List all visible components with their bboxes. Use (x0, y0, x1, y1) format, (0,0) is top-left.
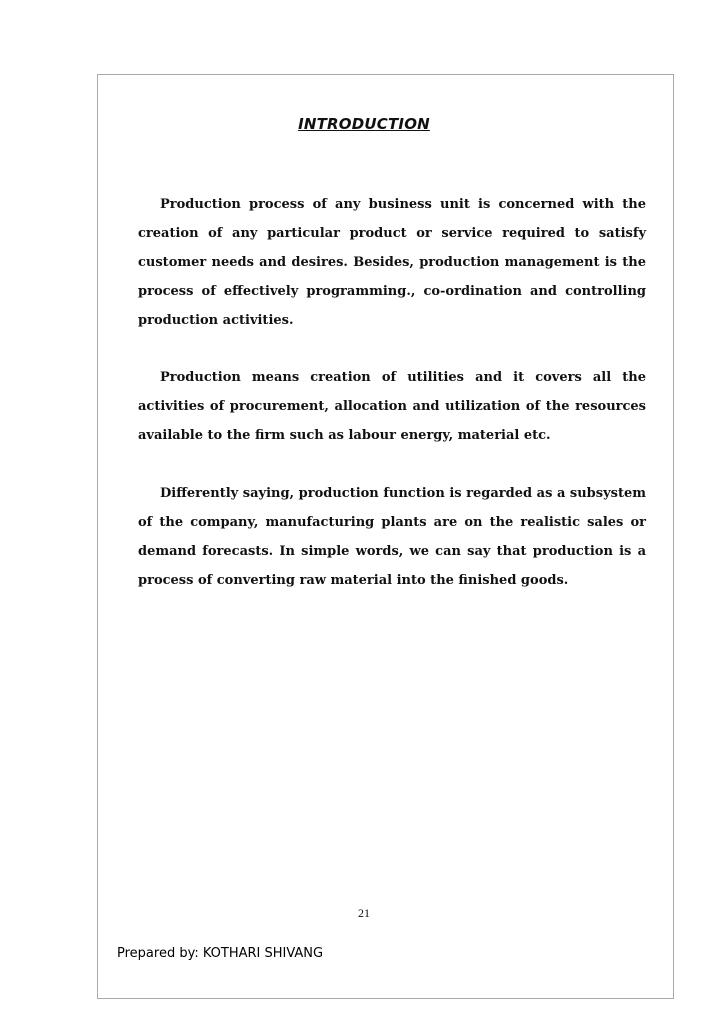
page-number: 21 (358, 906, 370, 920)
footer-prepared-by: Prepared by: KOTHARI SHIVANG (117, 946, 324, 961)
paragraph-2 (138, 363, 646, 450)
page-title: INTRODUCTION (298, 115, 430, 133)
paragraph-1-text: Production process of any business unit is concerned with the creation of any particular product or service required to satisfy customer needs and desires. Besides, production management is the process of effectively programming., co-ordination and controlling production activities. (138, 197, 646, 328)
paragraph-1 (138, 190, 646, 335)
paragraph-2-text: Production means creation of utilities and it covers all the activities of procurement, allocation and utilization of the resources available to the firm such as labour energy, material etc. (138, 370, 646, 443)
paragraph-3-text: Differently saying, production function is regarded as a subsystem of the company, manufacturing plants are on the realistic sales or demand forecasts. In simple words, we can say that production is a process of converting raw material into the finished goods. (138, 486, 646, 588)
paragraph-3 (138, 479, 646, 595)
